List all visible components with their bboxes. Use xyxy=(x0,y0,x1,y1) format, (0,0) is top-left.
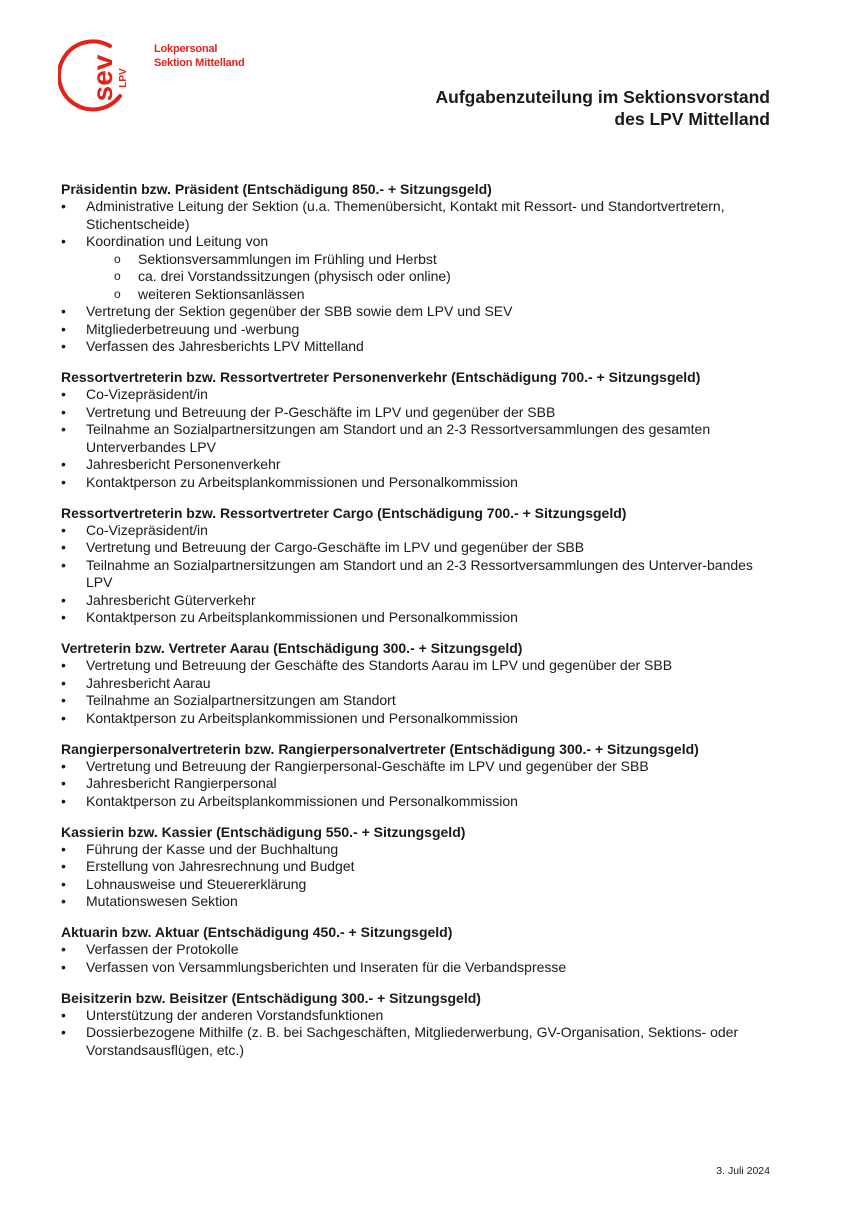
task-item xyxy=(61,841,781,859)
task-item xyxy=(61,303,781,321)
task-item xyxy=(61,539,781,557)
task-text: Jahresbericht Aarau xyxy=(86,674,211,691)
role-heading: Präsidentin bzw. Präsident (Entschädigung 850.- + Sitzungsgeld) xyxy=(61,181,492,197)
task-item xyxy=(61,657,781,675)
task-item xyxy=(61,941,781,959)
task-item xyxy=(61,338,781,356)
task-list xyxy=(61,758,781,811)
task-item xyxy=(61,609,781,627)
sub-task-item: o ca. drei Vorstandssitzungen (physisch oder online) xyxy=(86,268,781,286)
role-section xyxy=(61,989,781,1060)
task-text: Vertretung und Betreuung der Cargo-Geschäfte im LPV und gegenüber der SBB xyxy=(86,539,585,555)
task-text: Teilnahme an Sozialpartnersitzungen am Standort xyxy=(86,692,396,708)
task-item xyxy=(61,474,781,492)
org-line-2: Sektion Mittelland xyxy=(154,57,245,69)
task-text: Kontaktperson zu Arbeitsplankommissionen und Personalkommission xyxy=(86,709,518,726)
task-text: Co-Vizepräsident/in xyxy=(86,521,208,538)
role-heading: Beisitzerin bzw. Beisitzer (Entschädigung 300.- + Sitzungsgeld) xyxy=(61,989,481,1006)
task-text: Vertretung der Sektion gegenüber der SBB sowie dem LPV und SEV xyxy=(86,303,513,319)
task-item xyxy=(61,421,781,456)
task-text: Jahresbericht Personenverkehr xyxy=(86,456,281,472)
task-item xyxy=(61,557,781,592)
task-list xyxy=(61,1007,781,1060)
role-heading: Vertreterin bzw. Vertreter Aarau (Entschädigung 300.- + Sitzungsgeld) xyxy=(61,640,523,656)
role-section xyxy=(61,639,781,727)
task-text: Verfassen des Jahresberichts LPV Mittelland xyxy=(86,338,364,354)
sub-task-item: o Sektionsversammlungen im Frühling und Herbst xyxy=(86,251,781,269)
task-item xyxy=(61,522,781,540)
task-text: Kontaktperson zu Arbeitsplankommissionen und Personalkommission xyxy=(86,609,518,625)
task-item xyxy=(61,1007,781,1025)
task-list xyxy=(61,657,781,727)
role-heading: Ressortvertreterin bzw. Ressortvertreter Cargo (Entschädigung 700.- + Sitzungsgeld) xyxy=(61,504,627,521)
role-heading: Kassierin bzw. Kassier (Entschädigung 550.- + Sitzungsgeld) xyxy=(61,823,466,840)
task-text: Lohnausweise und Steuererklärung xyxy=(86,875,307,892)
role-section xyxy=(61,823,781,911)
task-text: Erstellung von Jahresrechnung und Budget xyxy=(86,858,355,874)
role-heading: Aktuarin bzw. Aktuar (Entschädigung 450.- + Sitzungsgeld) xyxy=(61,924,453,940)
task-text: Teilnahme an Sozialpartnersitzungen am Standort und an 2-3 Ressortversammlungen des Unterver-bandes LPV xyxy=(86,556,753,590)
task-item xyxy=(61,386,781,404)
logo-sub: LPV xyxy=(118,68,129,88)
task-text: Jahresbericht Güterverkehr xyxy=(86,591,256,608)
document-title xyxy=(436,86,770,130)
role-section xyxy=(61,368,781,491)
task-item xyxy=(61,456,781,474)
task-item xyxy=(61,775,781,793)
task-item xyxy=(61,858,781,876)
task-list xyxy=(61,198,781,356)
sub-task-item: o weiteren Sektionsanlässen xyxy=(86,286,781,304)
task-item xyxy=(61,893,781,911)
task-text: Co-Vizepräsident/in xyxy=(86,386,208,402)
task-text: Administrative Leitung der Sektion (u.a. Themenübersicht, Kontakt mit Ressort- und Standortvertretern, Stichentscheide) xyxy=(86,198,725,232)
sev-logo xyxy=(58,38,132,118)
role-heading: Ressortvertreterin bzw. Ressortvertreter Personenverkehr (Entschädigung 700.- + Sitzungsgeld) xyxy=(61,369,701,385)
task-text: Mitgliederbetreuung und -werbung xyxy=(86,320,300,337)
task-text: Vertretung und Betreuung der Geschäfte des Standorts Aarau im LPV und gegenüber der SBB xyxy=(86,657,673,673)
role-heading: Rangierpersonalvertreterin bzw. Rangierpersonalvertreter (Entschädigung 300.- + Sitzungsgeld) xyxy=(61,740,699,757)
task-item xyxy=(61,876,781,894)
organization-name xyxy=(154,42,245,70)
task-item xyxy=(61,758,781,776)
task-list xyxy=(61,841,781,911)
task-text: Unterstützung der anderen Vorstandsfunktionen xyxy=(86,1006,384,1023)
task-item xyxy=(61,592,781,610)
task-item xyxy=(61,198,781,233)
task-list xyxy=(61,941,781,976)
role-section xyxy=(61,504,781,627)
title-line-2: des LPV Mittelland xyxy=(614,109,770,129)
title-line-1: Aufgabenzuteilung im Sektionsvorstand xyxy=(435,87,770,107)
task-item xyxy=(61,404,781,422)
logo-wordmark: sev xyxy=(87,54,118,102)
task-item xyxy=(61,233,781,303)
task-list xyxy=(61,522,781,627)
document-date: 3. Juli 2024 xyxy=(716,1165,770,1177)
task-item xyxy=(61,1024,781,1059)
task-text: Mutationswesen Sektion xyxy=(86,893,238,909)
task-sections xyxy=(61,180,781,1072)
task-item xyxy=(61,793,781,811)
sub-task-list xyxy=(86,251,781,304)
task-text: Vertretung und Betreuung der P-Geschäfte im LPV und gegenüber der SBB xyxy=(86,403,556,420)
task-text: Verfassen von Versammlungsberichten und Inseraten für die Verbandspresse xyxy=(86,958,567,975)
task-text: Kontaktperson zu Arbeitsplankommissionen und Personalkommission xyxy=(86,792,518,809)
task-text: Kontaktperson zu Arbeitsplankommissionen und Personalkommission xyxy=(86,473,518,490)
task-text: Vertretung und Betreuung der Rangierpersonal-Geschäfte im LPV und gegenüber der SBB xyxy=(86,757,649,774)
task-text: Führung der Kasse und der Buchhaltung xyxy=(86,840,339,857)
org-line-1: Lokpersonal xyxy=(154,43,218,55)
task-item xyxy=(61,710,781,728)
task-text: Dossierbezogene Mithilfe (z. B. bei Sachgeschäften, Mitgliederwerbung, GV-Organisation, Sektions- oder Vorstandsausflügen, etc.) xyxy=(86,1024,739,1058)
task-item xyxy=(61,675,781,693)
task-text: Teilnahme an Sozialpartnersitzungen am Standort und an 2-3 Ressortversammlungen des gesamten Unterverbandes LPV xyxy=(86,421,711,455)
task-item xyxy=(61,321,781,339)
task-list xyxy=(61,386,781,491)
role-section xyxy=(61,180,781,356)
task-text: Koordination und Leitung von xyxy=(86,233,269,249)
role-section xyxy=(61,923,781,976)
role-section xyxy=(61,740,781,811)
task-item xyxy=(61,959,781,977)
task-text: Jahresbericht Rangierpersonal xyxy=(86,775,277,791)
task-item xyxy=(61,692,781,710)
task-text: Verfassen der Protokolle xyxy=(86,941,239,957)
